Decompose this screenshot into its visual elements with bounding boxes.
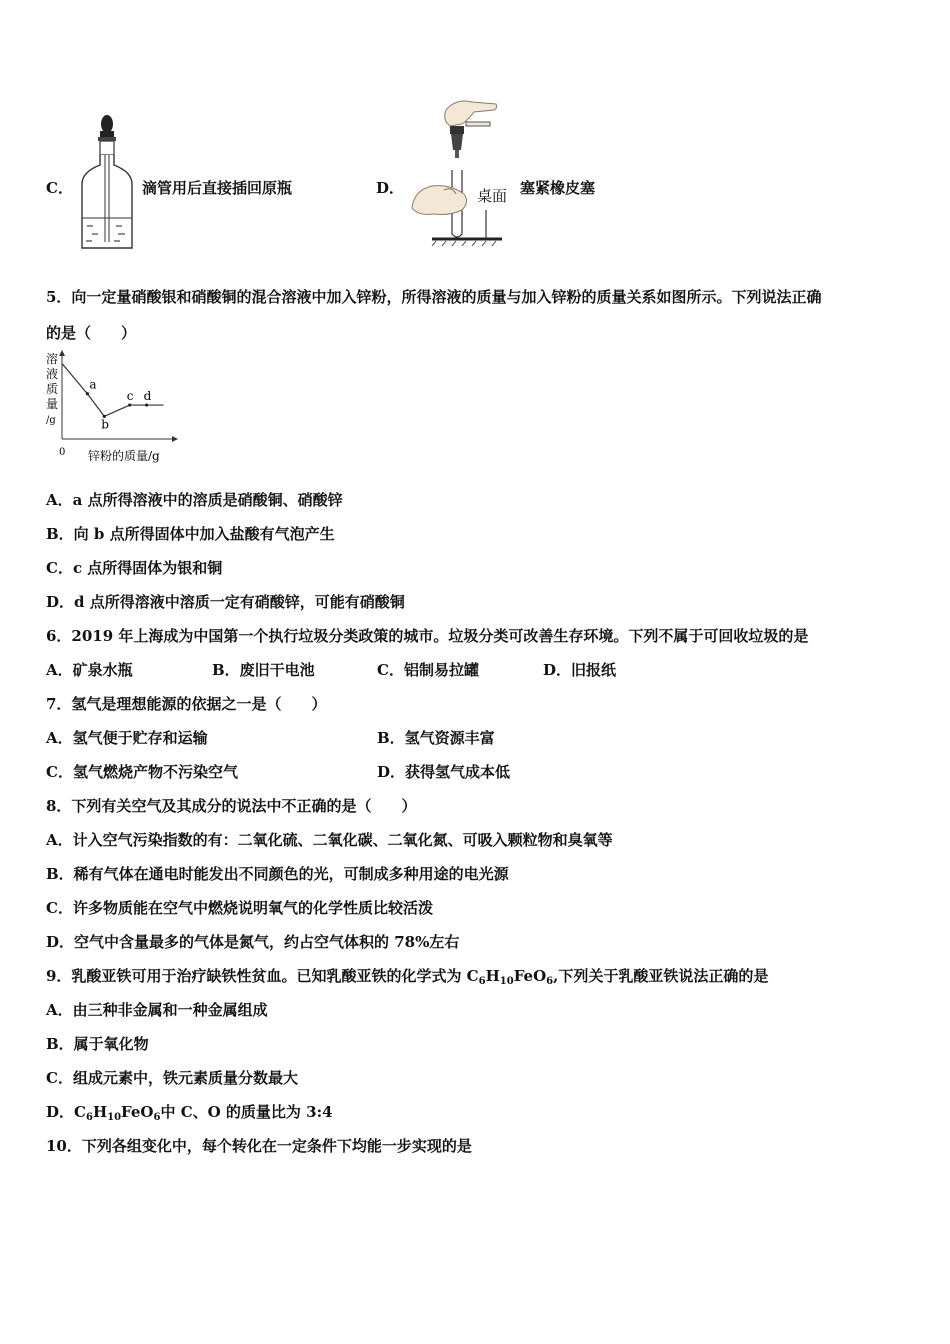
q5-chart-axes: [59, 350, 178, 442]
q7-option-c: C．氢气燃烧产物不污染空气: [46, 763, 238, 781]
q6-option-b: B．废旧干电池: [212, 661, 315, 679]
chart-point-a: [86, 392, 89, 395]
chart-y-label-char: 质: [46, 382, 59, 396]
q8-stem: 8．下列有关空气及其成分的说法中不正确的是（ ）: [46, 797, 417, 815]
chart-y-arrow: [59, 350, 65, 356]
q7-option-d: D．获得氢气成本低: [377, 763, 511, 781]
q9-stem: [46, 966, 768, 986]
q9-option-c: C．组成元素中，铁元素质量分数最大: [46, 1069, 298, 1087]
chart-point-c: [128, 403, 131, 406]
chart-point-label-b: b: [101, 417, 109, 432]
q6-option-a: A．矿泉水瓶: [46, 661, 133, 679]
q9-formula: $C_6H_{10}FeO_6$: [466, 967, 554, 987]
q4-option-c-letter: C．: [46, 179, 73, 197]
q8-option-c: C．许多物质能在空气中燃烧说明氧气的化学性质比较活泼: [46, 899, 433, 917]
table-label: 桌面: [477, 187, 508, 205]
q5-chart: [44, 350, 179, 470]
chart-origin: 0: [59, 447, 66, 458]
q7-stem: 7．氢气是理想能源的依据之一是（ ）: [46, 695, 327, 713]
chart-y-label-char: 液: [46, 367, 59, 381]
q6-option-c: C．铝制易拉罐: [377, 661, 479, 679]
q7-option-a: A．氢气便于贮存和运输: [46, 729, 208, 747]
q6-option-d: D．旧报纸: [543, 661, 617, 679]
chart-x-label: 锌粉的质量/g: [88, 449, 160, 463]
chart-point-d: [145, 403, 148, 406]
q4-option-d-text: 塞紧橡皮塞: [520, 179, 596, 197]
q8-option-a: A．计入空气污染指数的有：二氧化硫、二氧化碳、二氧化氮、可吸入颗粒物和臭氧等: [46, 831, 613, 849]
q5-option-a: A．a 点所得溶液中的溶质是硝酸铜、硝酸锌: [46, 491, 343, 509]
q9-option-d-formula: $C_6H_{10}FeO_6$: [74, 1103, 161, 1123]
dropper-bottle-illustration: [78, 110, 136, 252]
q8-option-b: B．稀有气体在通电时能发出不同颜色的光，可制成多种用途的电光源: [46, 865, 509, 883]
q6-stem: 6．2019 年上海成为中国第一个执行垃圾分类政策的城市。垃圾分类可改善生存环境。下列不属于可回收垃圾的是: [46, 627, 809, 645]
q9-stem-pre: 9．乳酸亚铁可用于治疗缺铁性贫血。已知乳酸亚铁的化学式为: [46, 967, 467, 985]
chart-point-label-c: c: [126, 389, 134, 404]
q5-option-d: D．d 点所得溶液中溶质一定有硝酸锌，可能有硝酸铜: [46, 593, 405, 611]
q5-stem-line2: 的是（ ）: [46, 324, 137, 342]
q9-option-d: D．$C_6H_{10}FeO_6$中 C、O 的质量比为 3:4: [46, 1103, 333, 1123]
q8-option-d: D．空气中含量最多的气体是氮气，约占空气体积的 78%左右: [46, 933, 460, 951]
q4-option-c-text: 滴管用后直接插回原瓶: [142, 179, 293, 197]
q5-option-b: B．向 b 点所得固体中加入盐酸有气泡产生: [46, 525, 335, 543]
chart-y-label-char: /g: [46, 415, 56, 426]
q9-stem-post: ,下列关于乳酸亚铁说法正确的是: [553, 967, 769, 985]
q5-option-c: C．c 点所得固体为银和铜: [46, 559, 223, 577]
chart-y-label-char: 量: [46, 397, 59, 411]
chart-point-label-a: a: [89, 377, 97, 392]
test-tube-stopper-illustration: [410, 98, 510, 246]
q7-option-b: B．氢气资源丰富: [377, 729, 495, 747]
chart-y-label-char: 溶: [46, 352, 59, 366]
q9-option-a: A．由三种非金属和一种金属组成: [46, 1001, 268, 1019]
q5-stem-line1: 5．向一定量硝酸银和硝酸铜的混合溶液中加入锌粉，所得溶液的质量与加入锌粉的质量关系如图所示。下列说法正确: [46, 288, 822, 306]
chart-x-arrow: [172, 436, 178, 442]
q9-option-b: B．属于氧化物: [46, 1035, 149, 1053]
chart-point-label-d: d: [143, 389, 152, 404]
q10-stem: 10．下列各组变化中，每个转化在一定条件下均能一步实现的是: [46, 1137, 472, 1155]
q4-option-d-letter: D．: [376, 179, 405, 197]
